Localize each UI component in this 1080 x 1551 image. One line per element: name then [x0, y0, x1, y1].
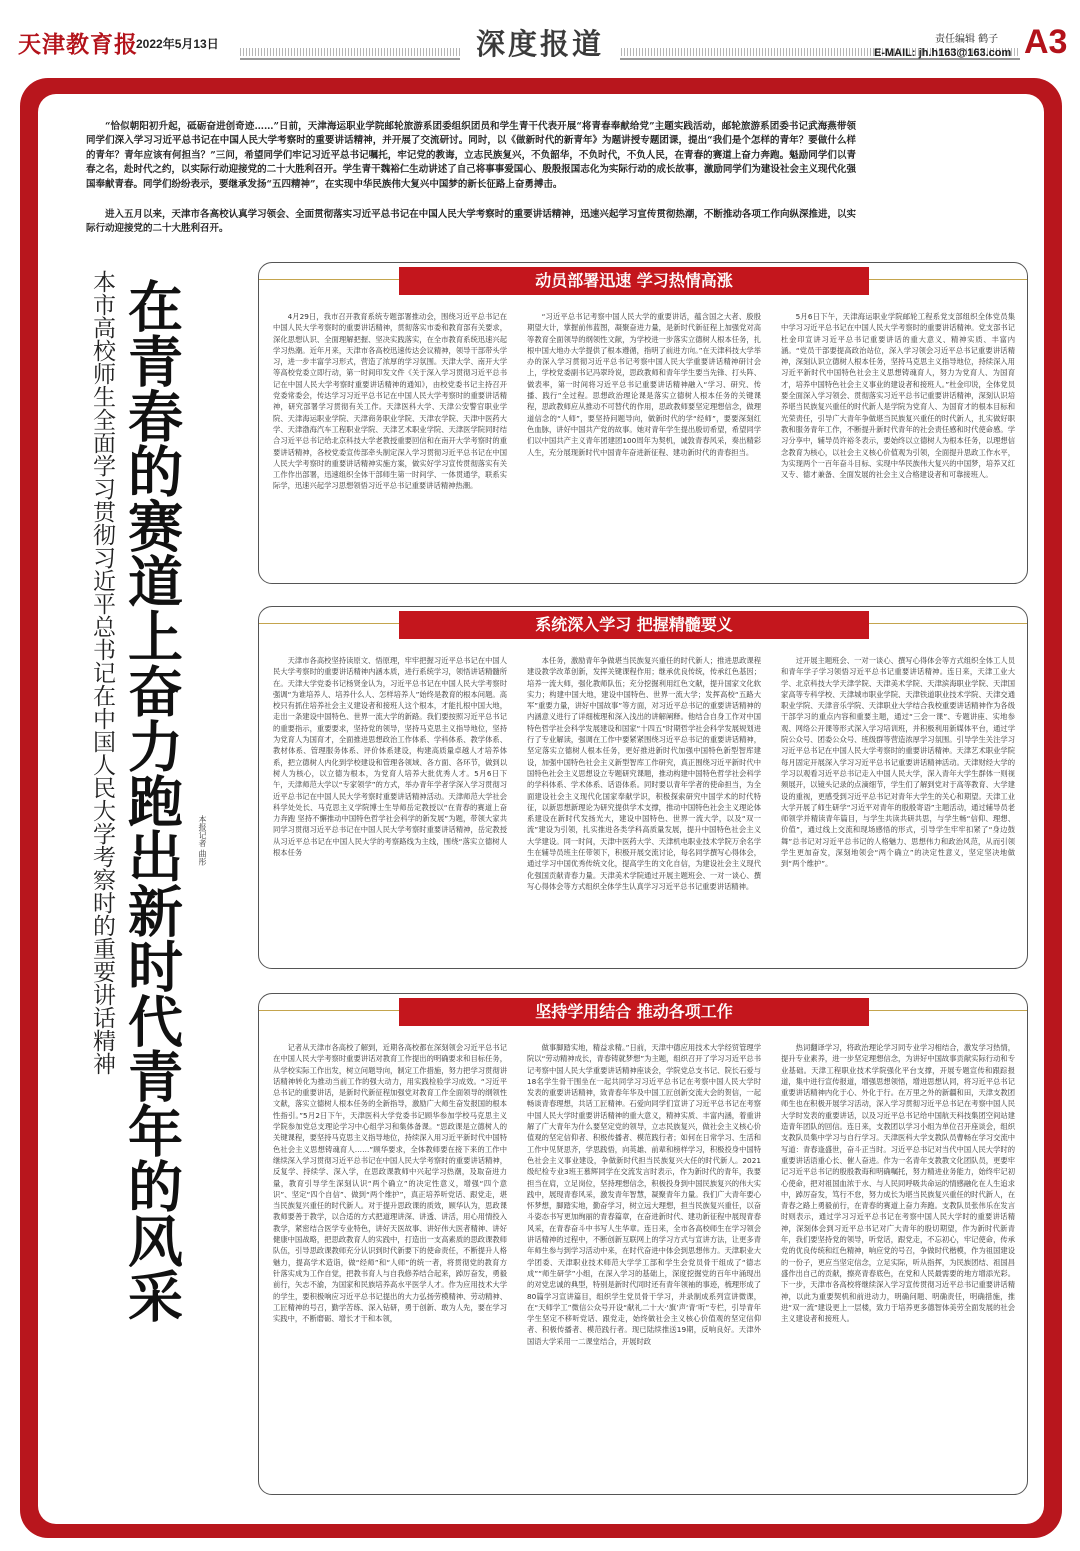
- issue-date: 2022年5月13日: [136, 37, 219, 51]
- intro-paragraph-2: 进入五月以来，天津市各高校认真学习领会、全面贯彻落实习近平总书记在中国人民大学考察时的重要讲话精神，迅速兴起学习宣传贯彻热潮，不断推动各项工作向纵深推进，以实际行动迎接党的二十大胜利召开。: [86, 209, 856, 235]
- section-columns: [273, 311, 1015, 573]
- text-column: 记者从天津市各高校了解到，近期各高校都在深刻领会习近平总书记在中国人民大学考察时重要讲话对教育工作提出的明确要求和目标任务，从学校实际工作出发，树立问题导向，制定工作措施，努力把学习贯彻讲话精神转化为推动当前工作的强大动力，用实践检验学习成效。“习近平总书记的重要讲话，是新时代新征程加强党对教育工作全面领导的纲领性文献，落实立德树人根本任务的全新指导，激励广大师生奋发报国的根本性指引。”5月2日下午，天津医科大学党委书记顾华参加学校马克思主义学院参加党总支理论学习中心组学习和集体备课。“思政课是立德树人的关键课程，要坚持马克思主义指导地位，持续深入用习近平新时代中国特色社会主义思想铸魂育人……”顾华要求，全体教师要在接下来的工作中继续深入学习贯彻习近平总书记在中国人民大学考察时的重要讲话精神，反复学、持续学、深入学，在思政课教师中兴起学习热潮，及取奋进力量，教育引导学生深刻认识“两个确立”的决定性意义，增强“四个意识”、坚定“四个自信”、做到“两个维护”，真正培养听党话、跟党走，堪当民族复兴重任的时代新人。对于提升思政课的质效，顾华认为，思政课教师要善于教学，以合适的方式把道理讲深、讲透、讲活，用心用情投入教学，紧密结合医学专业特色，讲好天医故事、讲好伟大医者精神、讲好健康中国战略，把思政教育人的实践中，打造出一支高素质的思政课教师队伍，引导思政课教师充分认识到时代新要下的使命责任，不断提升人格魅力，提高学术造诣，做“经师”和“人师”的统一者，将贯彻党的教育方针落实成为工作自觉，把教书育人与自我修养结合起来，踔厉奋发，勇毅前行，矢志不渝，为国家和民族培养高水平医学人才。作为应用技术大学的学生，要积极响应习近平总书记提出的大力弘扬劳模精神、劳动精神、工匠精神的号召，勤学苦练、深入钻研，勇于创新、敢为人先，要在学习实践中，不断磨砺、增长才干和本领，: [273, 1043, 507, 1324]
- text-column: 做事脚踏实地，精益求精。”日前，天津中德应用技术大学经贸管理学院以“劳动精神成长，青春铸就梦想”为主题，组织召开了学习习近平总书记考察中国人民大学重要讲话精神座谈会，学院党总支书记、院长石爱与18名学生骨干围坐在一起共同学习习近平总书记在考察中国人民大学时发表的重要讲话精神，致青春年华及中国工匠创新交流大会的贺信，一起畅谈青春理想，共话工匠精神。石爱向同学们宣讲了习近平总书记在考察中国人民大学时重要讲话精神的重大意义，精神实质、丰富内涵，着重讲解了广大青年为什么要坚定党的领导，立志民族复兴，做社会主义核心价值观的坚定信仰者、积极传播者、模范践行者；如何在日常学习、生活和工作中见贤思齐，学思践悟，向英雄、前辈和榜样学习，积极投身中国特色社会主义事业建设，争做新时代担当民族复兴大任的时代新人。2021级纪检专业3班王慕辉同学在交流发言时表示，作为新时代的青年，我要担当在肩，立足岗位，坚持理想信念，积极投身到中国民族复兴的伟大实践中，展现青春风采，激发青年智慧，凝聚青年力量。我们广大青年要心怀梦想，脚踏实地，勤奋学习，树立远大理想，担当民族复兴重任，以奋斗姿态书写更加绚丽的青春篇章，在奋进新时代、建功新征程中展现青春风采，在青春奋斗中书写人生华章。连日来，全市各高校师生在学习领会讲话精神的过程中，不断创新互联网上的学习方式与宣讲方法，让更多青年师生参与到学习活动中来，在时代奋进中体会到思想伟力。天津职业大学团委、天津职业技术师范大学学工部和学生会党员骨干组成了“德志成”“师生研学”小组，在深入学习的基础上，深度挖掘党的百年中涌现出的对党忠诚的典型，特别是新时代同时还有青年领袖的事迹，梳理形成了80篇学习宣讲篇目，组织学生党员骨干学习，并录制成系列宣讲微课，在“天师学工”微信公众号开设“献礼二十大·‘旗’声‘青’听”专栏，引导青年学生坚定不移听党话、跟党走，始终做社会主义核心价值观的坚定信仰者、积极传播者、模范践行者。现已陆续推送19期，反响良好。天津外国语大学采用一二课堂结合，开展时政: [527, 1043, 761, 1346]
- text-column: 4月29日，我市召开教育系统专题部署推动会，围绕习近平总书记在中国人民大学考察时的重要讲话精神，贯彻落实市委和教育部有关要求，深化思想认识、全面理解把握、坚决实践落实，在全市教育系统迅速兴起学习热潮。近年月来，天津市各高校迅速传达会议精神，领导干部带头学习，进一步丰富学习形式，营造了浓厚的学习氛围。天津大学、南开大学等高校党委立即行动，第一时间印发文件《关于深入学习贯彻习近平总书记在中国人民大学考察时重要讲话精神的通知》，由校党委书记主持召开党委常委会，传达学习习近平总书记在中国人民大学考察时的重要讲话精神，研究部署学习贯彻有关工作。天津医科大学、天津公安警官职业学院、天津海运职业学院、天津商务职业学院、天津农学院、天津中医药大学、天津渤海汽车工程职业学院、天津艺术职业学院、天津医学院同时结合习近平总书记给北京科技大学老教授重要回信和在南开大学考察时的重要讲话精神，各校党委宣传部牵头制定深入学习贯彻习近平总书记在中国人民大学考察时的重要讲话精神实施方案，做实好学习宣传贯彻落实有关工作作出部署，迅速组织全体干部师生第一时间学、一体贯通学，联系实际学，迅速兴起学习思想领悟习近平总书记重要讲话精神热潮。: [273, 312, 507, 491]
- section-heading: 系统深入学习 把握精髓要义: [399, 611, 869, 639]
- section-title: 深度报道: [460, 24, 620, 64]
- page-number: A3: [1024, 23, 1068, 61]
- section-header-bar: [259, 994, 1027, 1028]
- section-box-practice: [258, 993, 1028, 1495]
- section-columns: [273, 655, 1015, 958]
- intro-paragraph: “恰似朝阳初升起，砥砺奋进创奇迹……”日前，天津海运职业学院邮轮旅游系团委组织团员和学生青干代表开展“将青春奉献给党”主题实践活动，邮轮旅游系团委书记武海燕带领同学们深入学习习近平总书记在中国人民大学考察时的重要讲话精神，并开展了交流研讨。同时，以《做新时代的新青年》为题讲授专题团课，提出“我们是个怎样的青年？要做什么样的青年？青年应该有何担当？”三问，希望同学们牢记习近平总书记嘱托，牢记党的教诲，立志民族复兴，不负韶华，不负时代，不负人民，在青春的赛道上奋力奔跑。魁励同学们以青春之名，赴时代之约，以实际行动迎接党的二十大胜利召开。学生青干魏裕仁生动讲述了自己将事事爱国心、殷殷报国志化为实际行动的成长故事，激励同学们为建设社会主义现代化强国奉献青春。同学们纷纷表示，要继承发扬“五四精神”，在实现中华民族伟大复兴中国梦的新长征路上奋勇搏击。: [86, 121, 856, 190]
- newspaper-logo: 天津教育报: [18, 31, 138, 58]
- text-column: 热词翻译学习，将政治理论学习同专业学习相结合，激发学习热情，提升专业素养，进一步坚定理想信念，为讲好中国故事贡献实际行动和专业基础。天津工程职业技术学院强化平台支撑，开展专题宣传和跟踪报道，集中进行宣传报道，增强思想领悟，增进思想认同，将习近平总书记重要讲话精神内化于心、外化于行。在万里之外的新疆和田，天津支教团师生也在积极开展学习活动，深入学习贯彻习近平总书记在考察中国人民大学时发表的重要讲话，以及习近平总书记给中国航天科技集团空间站建造青年团队的回信。连日来，支教团以学习小组为单位召开座谈会，组织支教队员集中学习与自行学习。天津医科大学支教队员曹畅在学习交流中写道：青春逢盛世，奋斗正当时。习近平总书记对当代中国人民大学时的重要讲话语重心长、催人奋进。作为一名青年支教教文化团队员，更要牢记习近平总书记的殷殷教诲和明确嘱托，努力精进业务能力，始终牢记初心使命，把对祖国血浓于水、与人民同呼吸共命运的情感融化在人生追求中，踔厉奋发，笃行不怠，努力成长为堪当民族复兴重任的时代新人，在青春之路上勇毅前行，在青春的赛道上奋力奔跑。支教队员张伟乐在发言时则表示，通过学习习近平总书记在考察中国人民大学时的重要讲话精神，深刻体会到习近平总书记对广大青年的殷切期望，作为新时代新青年，我们要坚持党的领导，听党话，跟党走，不忘初心，牢记使命，传承党的优良传统和红色精神，响应党的号召，争做时代楷模，作为祖国建设的一份子，更应当坚定信念，立足实际，听从指挥，为民族团结、祖国昌盛作出自己的贡献，擦亮青春底色，在党和人民最需要的地方增添光彩。下一步，天津市各高校将继续深入学习宣传贯彻习近平总书记重要讲话精神，以此为重要契机和前进动力，明确问题、明确责任，明确措施，推进“双一流”建设更上一层楼，致力于培养更多德智体美劳全面发展的社会主义建设者和接班人。: [781, 1043, 1015, 1324]
- text-column: “习近平总书记考察中国人民大学的重要讲话，蕴含国之大者、殷殷期望大计，掌握前伟蓝图，凝聚奋进力量，是新时代新征程上加强党对高等教育全面领导的纲领性文献，为学校进一步落实立德树人根本任务，扎根中国大地办大学提供了根本遵循，指明了前进方向。”在天津科技大学举办的深入学习贯彻习近平总书记考察中国人民大学重要讲话精神研讨会上，学校党委副书记冯翠玲说，思政教师和青年学生要当先锋、打头阵、做表率，第一时间将习近平总书记重要讲话精神融入“学习、研究、传播、践行”全过程。思想政治理论课是落实立德树人根本任务的关键课程，思政教师应从推动不可替代的作用，思政教师要坚定理想信念，做理道信念的“人师”，要坚持问题导向，做新时代的学“经师”，要要深刻红色血脉，讲好中国共产党的故事。她对青年学生提出殷切希望，希望同学们以中国共产主义青年团建团100周年为契机，诚敦青春风采，奏出精彩人生，充分展现新时代中国青年奋进新征程、建功新时代的青春担当。: [527, 312, 761, 457]
- editor-email[interactable]: E-MAIL: jh.h163@163.com: [874, 47, 1012, 59]
- section-columns: [273, 1042, 1015, 1480]
- section-heading: 动员部署迅速 学习热情高涨: [399, 267, 869, 295]
- text-column: 本任务，激励青年争做堪当民族复兴重任的时代新人；推进思政课程建设教学改革创新，发挥关键课程作用；继承优良传统，传承红色基因；培养一流大师，强化教师队伍；充分挖掘利用红色文献，提升国家文化软实力；构建中国大地，建设中国特色、世界一流大学；发挥高校“五路大军”重要力量，讲好中国故事”等方面，对习近平总书记的重要讲话精神的内涵意义进行了详细梳理和深入浅出的讲解阐释。他结合自身工作对中国特色哲学社会科学发展建设和国家“十四五”时期哲学社会科学发展规划进行了专业解读，强调在工作中要紧紧围绕习近平总书记的重要讲话精神，坚定落实立德树人根本任务，更好推进新时代加强中国特色新型智库建设，加强中国特色社会主义新型智库工作研究，真正围绕习近平新时代中国特色社会主义思想设立专题研究课题，推动构建中国特色哲学社会科学的学科体系、学术体系、话语体系。同时要以青年学者的使命担当，为全面建设社会主义现代化国家奉献学识，积极探索研究中国学术的时代特征，以新思想新理论为研究提供学术支撑，推动中国特色社会主义理论体系建设在新时代发扬光大，建设中国特色、世界一流大学，以及“双一流”建设为引领，扎实推进各类学科高质量发展，提升中国特色社会主义大学建设。同一时间，天津中医药大学、天津机电职业技术学院万余名学生在辅导员班主任带领下，积极开展交流讨论，每名同学撰写心得体会，通过学习中国优秀传统文化，提高学生的文化自信，为建设社会主义现代化强国贡献青春力量。天津美术学院通过开展主题班会、一对一谈心、撰写心得体会等方式组织全体学生认真学习习近平总书记重要讲话精神。: [527, 656, 761, 891]
- section-header-bar: [259, 263, 1027, 297]
- subheadline: 本市高校师生全面学习贯彻习近平总书记在中国人民大学考察时的重要讲话精神: [89, 270, 115, 1075]
- text-column: 5月6日下午，天津海运职业学院邮轮工程系党支部组织全体党员集中学习习近平总书记在中国人民大学考察时的重要讲话精神。党支部书记杜金印宣讲习近平总书记重要讲话的重大意义、精神实质、丰富内涵。“党员干部要提高政治站位，深入学习领会习近平总书记重要讲话精神，深刻认识立德树人根本任务，坚持马克思主义指导地位，持续深入用习近平新时代中国特色社会主义思想铸魂育人，努力为党育人、为国育才，培养中国特色社会主义事业的建设者和接班人。”杜金印说，全体党员要全面深入学习领会、贯彻落实习近平总书记重要讲话精神，深刻认识培养堪当民族复兴重任的时代新人是学院为党育人、为国育才的根本目标和光荣责任，引导广大青年争做堪当民族复兴重任的时代新人，扎实做好职教和服务青年工作，不断提升新时代青年的社会责任感和时代使命感。学习分享中，辅导员许裕冬表示，要始终以立德树人为根本任务，以理想信念教育为核心，以社会主义核心价值观为引领，全面提升思政工作水平，为实现两个一百年奋斗目标、实现中华民族伟大复兴的中国梦，培养又红又专、德才兼备、全面发展的社会主义合格建设者和可靠接班人。: [781, 312, 1015, 480]
- section-box-study: [258, 606, 1028, 969]
- text-column: 过开展主题班会、一对一谈心、撰写心得体会等方式组织全体工人员和青年学子学习领悟习近平总书记重要讲话精神。连日来，天津工业大学、北京科技大学天津学院、天津美术学院、天津滨海职业学院、天津国家高等专科学校、天津城市职业学院、天津铁道职业技术学院、天津交通职业学院、天津音乐学院、天津职业大学结合我校重要讲话精神作为各级干部学习的重点内容和重要主题，通过“三会一课”、专题讲座、实地参观、网络公开课等形式深入学习培训班，并积极利用新媒体平台，通过学院公众号、团委公众号、班级群等营造浓厚学习氛围。引导学生关注学习习近平总书记在中国人民大学考察时的重要讲话精神。天津艺术职业学院每月固定开展深入学习习近平总书记重要讲话精神活动。天津财经大学的学习以观看习近平总书记走入中国人民大学，深入青年大学生群体一则视频展开，以镜头记录的点滴细节，学生们了解到党对于高等教育、大学建设的重视，更感受到习近平总书记对青年大学生的关心和期望。天津工业大学开展了师生研学“习近平对青年的殷殷寄语”主题活动，通过辅导员老师领学并精读青年篇目，与学生共读共研共思，与学生畅“信仰、理想、价值”，通过线上交流和现场感悟的形式，引导学生牢牢扣紧了“身边鼓舞”总书记对习近平总书记的人格魅力、思想伟力和政治风范，从而引领学生更加奋发，深刻地领会“两个确立”的决定性意义，坚定坚决地做到“两个维护”。: [781, 656, 1015, 869]
- section-header-bar: [259, 607, 1027, 641]
- editor-credit: 责任编辑 鹤子: [935, 34, 999, 45]
- text-column: 天津市各高校坚持读原文、悟原理，牢牢把握习近平总书记在中国人民大学考察时的重要讲话精神内涵本质，进行系统学习，领悟讲话精髓所在。天津大学党委书记杨贤金认为，习近平总书记在中国人民大学考察时强调“为谁培养人、培养什么人、怎样培养人”始终是教育的根本问题。高校只有抓住培养社会主义建设者和接班人这个根本，才能扎根中国大地，走出一条建设中国特色、世界一流大学的新路。我们要按照习近平总书记的重要指示，重要要求，坚持党的领导，坚持马克思主义指导地位，坚持为党育人为国育才，全面推进思想政治工作体系、学科体系、教学体系、教材体系、管理服务体系、评价体系建设，构建高质量卓越人才培养体系，把立德树人内化到学校建设和管理各领域、各方面、各环节，做到以树人为核心，以立德为根本，为党育人培养大批优秀人才。5月6日下午，天津师范大学以“专家领学”的方式，举办青年学者学深入学习贯彻习近平总书记在中国人民大学考察时重要讲话精神活动。天津师范大学社会科学处处长、马克思主义学院博士生导师岳定教授以“在青春的赛道上奋力奔跑 坚持不懈推动中国特色哲学社会科学的新发展”为题，带领大家共同学习贯彻习近平总书记在中国人民大学考察时重要讲话精神，岳定教授从习近平总书记在中国人民大学的考察路线为主线，围绕“落实立德树人根本任务: [273, 656, 507, 858]
- section-heading: 坚持学用结合 推动各项工作: [399, 998, 869, 1026]
- byline: 本报记者 曲彤: [198, 815, 207, 866]
- headline: 在青春的赛道上奋力跑出新时代青年的风采: [119, 278, 184, 1323]
- section-box-mobilization: [258, 262, 1028, 584]
- masthead: [0, 0, 1080, 72]
